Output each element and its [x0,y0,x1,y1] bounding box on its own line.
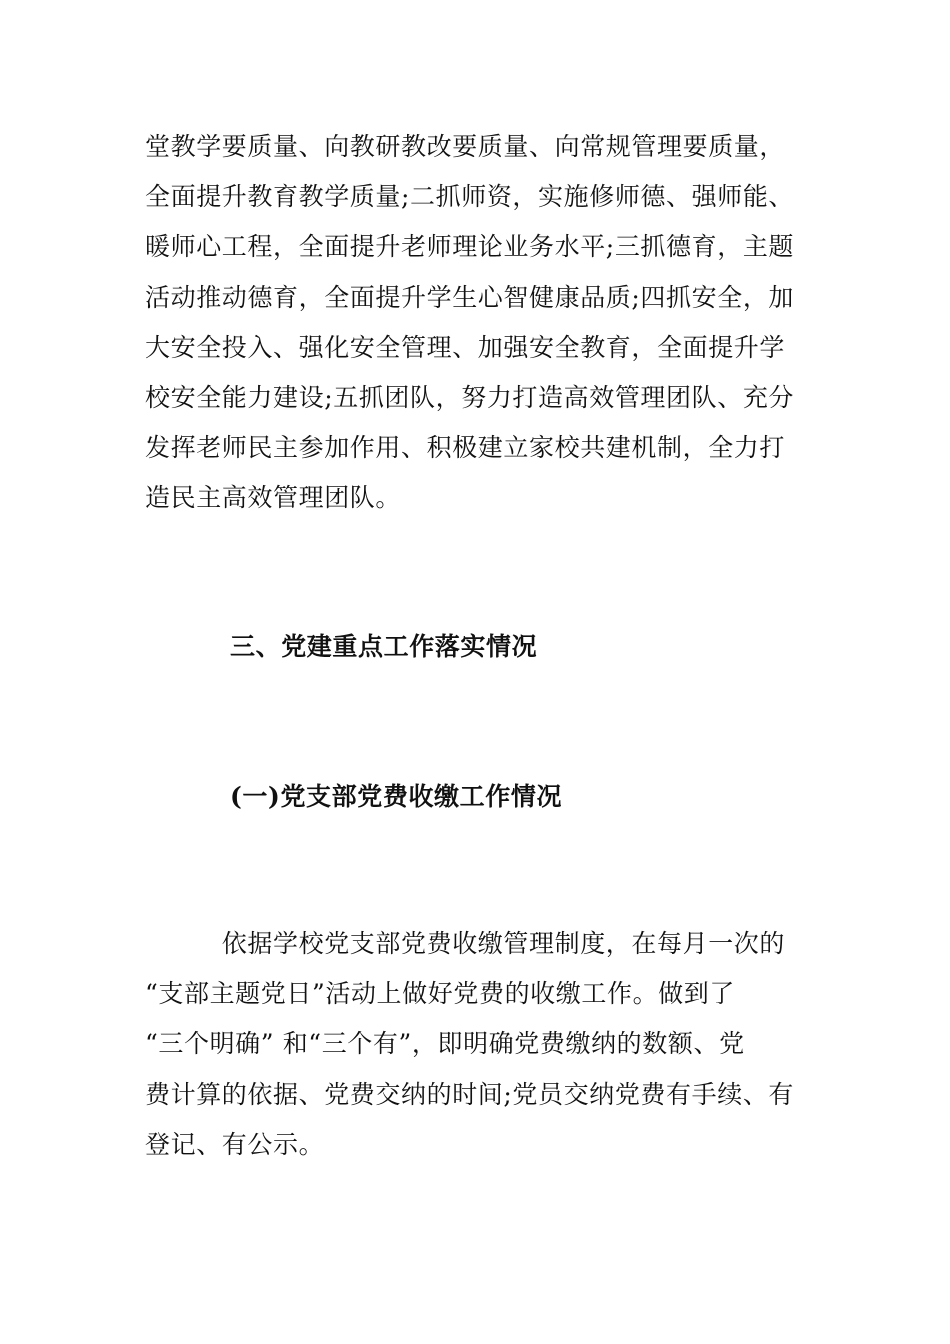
text-line: 活动推动德育，全面提升学生心智健康品质;四抓安全，加 [145,282,795,312]
text-line: 全面提升教育教学质量;二抓师资，实施修师德、强师能、 [145,182,795,212]
subsection-heading: (一)党支部党费收缴工作情况 [230,782,563,811]
text-line: 堂教学要质量、向教研教改要质量、向常规管理要质量， [145,132,786,161]
text-line: 登记、有公示。 [145,1129,325,1159]
text-line: “三个明确” 和“三个有”，即明确党费缴纳的数额、党 [145,1029,745,1059]
body-paragraph-work-summary [145,122,810,524]
section-heading: 三、党建重点工作落实情况 [230,632,538,661]
text-line: 校安全能力建设;五抓团队，努力打造高效管理团队、充分 [145,383,795,413]
text-line: “支部主题党日”活动上做好党费的收缴工作。做到了 [145,979,735,1009]
body-paragraph-party-dues [145,919,810,1170]
text-line: 依据学校党支部党费收缴管理制度，在每月一次的 [145,929,786,958]
text-line: 暖师心工程，全面提升老师理论业务水平;三抓德育，主题 [145,232,795,262]
text-line: 发挥老师民主参加作用、积极建立家校共建机制，全力打 [145,433,786,463]
text-line: 造民主高效管理团队。 [145,483,402,513]
text-line: 大安全投入、强化安全管理、加强安全教育，全面提升学 [145,332,786,362]
text-line: 费计算的依据、党费交纳的时间;党员交纳党费有手续、有 [145,1079,795,1109]
